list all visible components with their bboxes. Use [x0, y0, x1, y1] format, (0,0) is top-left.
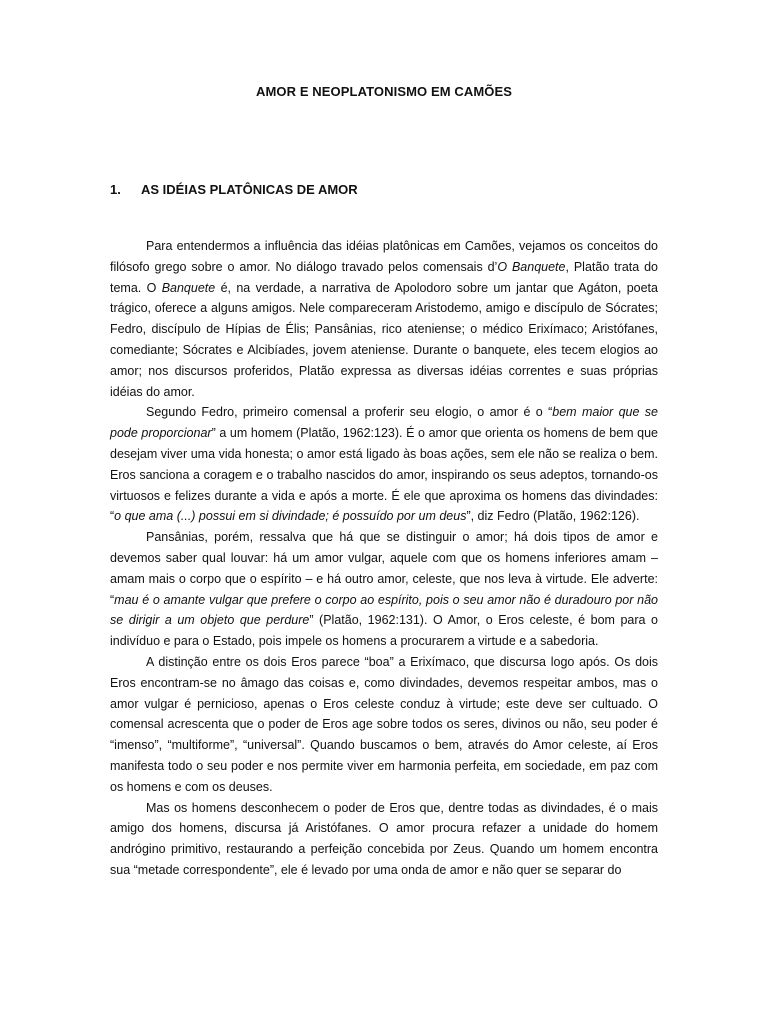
text-run: Segundo Fedro, primeiro comensal a proferir seu elogio, o amor é o “	[146, 405, 553, 420]
section-heading	[110, 182, 358, 197]
text-run: Pansânias, porém, ressalva que há que se distinguir o amor; há dois tipos de amor e devemos saber qual louvar: há um amor vulgar, aquele com que os homens inferiores amam – amam mais o corpo que o espírito – e há outro amor, celeste, que nos leva à virtude. Ele adverte: “	[110, 530, 658, 607]
text-run: A distinção entre os dois Eros parece “boa” a Erixímaco, que discursa logo após. Os dois Eros encontram-se no âmago das coisas e, como divindades, devemos respeitar ambos, mas o amor vulgar é pernicioso, apenas o Eros celeste conduz à virtude; este deve ser cultuado. O comensal acrescenta que o poder de Eros age sobre todos os seres, divinos ou não, seu poder é “imenso”, “multiforme”, “universal”. Quando buscamos o bem, através do Amor celeste, aí Eros manifesta todo o seu poder e nos permite viver em harmonia perfeita, em sociedade, em paz com os homens e com os deuses.	[110, 654, 658, 794]
text-run: ” a um homem (Platão, 1962:123). É o amor que orienta os homens de bem que desejam viver uma vida honesta; o amor está ligado às boas ações, sem ele não se realiza o bem. Eros sanciona a coragem e o trabalho nascidos do amor, inspirando os seus adeptos, tornando-os virtuosos e felizes durante a vida e após a morte. É ele que aproxima os homens das divindades: “	[110, 426, 658, 524]
paragraph	[110, 652, 658, 798]
text-run-italic: Banquete	[161, 280, 216, 295]
text-run: Para entendermos a influência das idéias platônicas em Camões, vejamos os conceitos do filósofo grego sobre o amor. No diálogo travado pelos comensais d’	[110, 239, 658, 274]
section-number: 1.	[110, 182, 121, 197]
text-run: é, na verdade, a narrativa de Apolodoro sobre um jantar que Agáton, poeta trágico, oferece a alguns amigos. Nele compareceram Aristodemo, amigo e discípulo de Sócrates; Fedro, discípulo de Hípias de Élis; Pansânias, rico ateniense; o médico Erixímaco; Aristófanes, comediante; Sócrates e Alcibíades, jovem ateniense. Durante o banquete, eles tecem elogios ao amor; nos discursos proferidos, Platão expressa as diversas idéias correntes e suas próprias idéias do amor.	[110, 280, 658, 399]
paragraph	[110, 236, 658, 402]
text-run: ” (Platão, 1962:131). O Amor, o Eros celeste, é bom para o indivíduo e para o Estado, pois impele os homens a procurarem a virtude e a sabedoria.	[110, 613, 658, 649]
body-text	[110, 236, 658, 881]
text-run-italic: O Banquete	[497, 259, 566, 274]
text-run-italic: o que ama (...) possui em si divindade; é possuído por um deus	[114, 509, 467, 524]
text-run: , Platão trata do tema. O	[110, 259, 658, 295]
section-title: AS IDÉIAS PLATÔNICAS DE AMOR	[141, 182, 358, 197]
text-run: ”, diz Fedro (Platão, 1962:126).	[466, 509, 640, 524]
paragraph	[110, 527, 658, 652]
text-run: Mas os homens desconhecem o poder de Eros que, dentre todas as divindades, é o mais amigo dos homens, discursa já Aristófanes. O amor procura refazer a unidade do homem andrógino primitivo, restaurando a perfeição concebida por Zeus. Quando um homem encontra sua “metade correspondente”, ele é levado por uma onda de amor e não quer se separar do	[110, 800, 658, 877]
document-title: AMOR E NEOPLATONISMO EM CAMÕES	[255, 84, 513, 99]
text-run-italic: bem maior que se pode proporcionar	[110, 405, 658, 441]
paragraph	[110, 402, 658, 527]
text-run-italic: mau é o amante vulgar que prefere o corpo ao espírito, pois o seu amor não é duradouro por não se dirigir a um objeto que perdure	[110, 592, 658, 628]
paragraph	[110, 798, 658, 881]
